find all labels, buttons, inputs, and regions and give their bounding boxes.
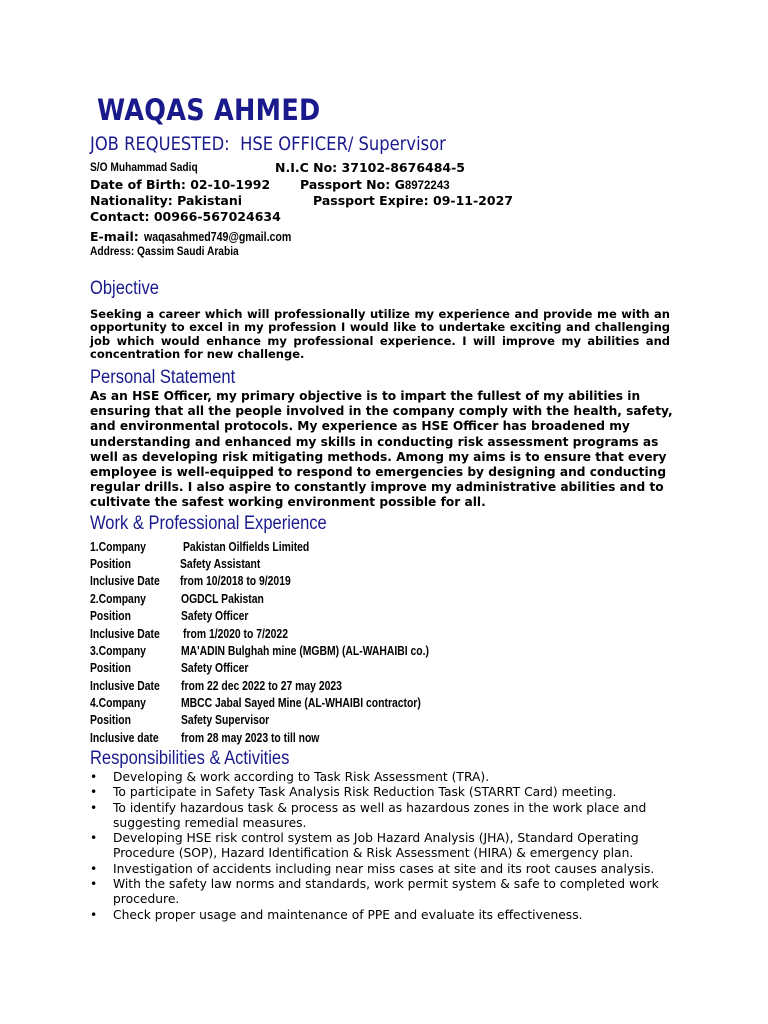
contact-line	[90, 209, 281, 224]
experience-label: Inclusive date	[90, 731, 159, 745]
passport-line	[300, 177, 450, 192]
dob-label: Date of Birth:	[90, 177, 186, 192]
bullet-icon: •	[90, 785, 98, 800]
list-item-text: Developing & work according to Task Risk Assessment (TRA).	[113, 770, 490, 784]
list-item-text: To participate in Safety Task Analysis Risk Reduction Task (STARRT Card) meeting.	[113, 785, 617, 800]
experience-value: Safety Officer	[181, 661, 249, 675]
passport-expire-label: Passport Expire:	[313, 193, 429, 208]
responsibilities-list	[90, 770, 690, 923]
objective-heading: Objective	[90, 278, 159, 299]
list-item	[90, 770, 690, 785]
experience-label: Position	[90, 661, 131, 675]
personal-statement-text: As an HSE Officer, my primary objective is to impart the fullest of my abilities in ensuring that all the people involved in the company comply with the health, safety, and environmental protocols. My experience as HSE Officer has broadened my understanding and enhanced my skills in conducting risk assessment programs as well as developing risk mitigating methods. Among my aims is to ensure that every employee is well-equipped to respond to emergencies by designing and conducting regular drills. I also aspire to constantly improve my administrative abilities and to cultivate the safest working environment possible for all.	[90, 389, 673, 510]
experience-label: Inclusive Date	[90, 679, 160, 693]
experience-value: Safety Supervisor	[181, 713, 270, 727]
nationality-label: Nationality:	[90, 193, 173, 208]
passport-expire-line	[313, 193, 513, 208]
experience-label: 4.Company	[90, 696, 146, 710]
father-name-line	[90, 160, 198, 174]
so-label: S/O	[90, 160, 108, 174]
nationality-value: Pakistani	[177, 193, 243, 208]
experience-label: Position	[90, 609, 131, 623]
experience-value: MA'ADIN Bulghah mine (MGBM) (AL-WAHAIBI co.)	[181, 644, 429, 658]
bullet-icon: •	[90, 831, 98, 846]
address-line: Address: Qassim Saudi Arabia	[90, 244, 239, 258]
list-item	[90, 877, 690, 908]
experience-label: Position	[90, 713, 131, 727]
bullet-icon: •	[90, 877, 98, 892]
experience-label: Position	[90, 557, 131, 571]
experience-value: Safety Officer	[181, 609, 249, 623]
nic-label: N.I.C No:	[275, 160, 338, 175]
list-item-text: Investigation of accidents including near miss cases at site and its root causes analysis.	[113, 861, 655, 876]
list-item-text: Developing HSE risk control system as Job Hazard Analysis (JHA), Standard Operating Procedure (SOP), Hazard Identification & Risk Assessment (HIRA) & emergency plan.	[113, 831, 639, 861]
job-requested-label: JOB REQUESTED:	[90, 133, 230, 155]
bullet-icon: •	[90, 800, 98, 815]
so-value: Muhammad Sadiq	[110, 160, 198, 174]
job-requested-value: HSE OFFICER/ Supervisor	[240, 133, 446, 155]
experience-value: OGDCL Pakistan	[181, 592, 264, 606]
list-item	[90, 801, 690, 832]
experience-value: Safety Assistant	[180, 557, 261, 571]
contact-label: Contact:	[90, 209, 150, 224]
passport-prefix: G	[394, 177, 405, 192]
responsibilities-heading: Responsibilities & Activities	[90, 748, 290, 769]
passport-expire-value: 09-11-2027	[433, 193, 513, 208]
objective-text: Seeking a career which will professionally utilize my experience and provide me with an opportunity to excel in my profession I would like to undertake exciting and challenging job which would enhance my professional experience. I will improve my abilities and concentration for new challenge.	[90, 307, 670, 362]
experience-label: 3.Company	[90, 644, 146, 658]
experience-label: Inclusive Date	[90, 627, 160, 641]
personal-statement-heading: Personal Statement	[90, 367, 236, 388]
dob-line	[90, 177, 270, 192]
list-item	[90, 785, 690, 800]
email-line	[90, 226, 317, 245]
list-item	[90, 831, 690, 862]
list-item	[90, 862, 690, 877]
list-item-text: Check proper usage and maintenance of PPE and evaluate its effectiveness.	[113, 907, 583, 922]
list-item	[90, 908, 690, 923]
experience-value: from 28 may 2023 to till now	[181, 731, 320, 745]
bullet-icon: •	[90, 861, 98, 876]
nic-value: 37102-8676484-5	[341, 160, 465, 175]
contact-value: 00966-567024634	[153, 209, 281, 224]
email-label: E-mail:	[90, 229, 139, 244]
experience-label: Inclusive Date	[90, 574, 160, 588]
passport-label: Passport No:	[300, 177, 391, 192]
email-value: waqasahmed749@gmail.com	[143, 230, 292, 244]
experience-label: 2.Company	[90, 592, 146, 606]
nationality-line	[90, 193, 242, 208]
experience-heading: Work & Professional Experience	[90, 513, 327, 534]
experience-value: MBCC Jabal Sayed Mine (AL-WHAIBI contractor)	[181, 696, 421, 710]
experience-value: Pakistan Oilfields Limited	[183, 540, 310, 554]
experience-value: from 1/2020 to 7/2022	[183, 627, 288, 641]
list-item-text: With the safety law norms and standards, work permit system & safe to completed work procedure.	[113, 877, 659, 907]
experience-value: from 22 dec 2022 to 27 may 2023	[181, 679, 342, 693]
dob-value: 02-10-1992	[190, 177, 271, 192]
passport-number: 8972243	[404, 180, 450, 192]
list-item-text: To identify hazardous task & process as well as hazardous zones in the work place and suggesting remedial measures.	[113, 800, 647, 830]
nic-line	[275, 160, 465, 175]
job-requested	[90, 133, 446, 155]
candidate-name: WAQAS AHMED	[97, 93, 321, 127]
experience-label: 1.Company	[90, 540, 146, 554]
bullet-icon: •	[90, 907, 98, 922]
bullet-icon: •	[90, 770, 98, 784]
experience-value: from 10/2018 to 9/2019	[180, 574, 291, 588]
